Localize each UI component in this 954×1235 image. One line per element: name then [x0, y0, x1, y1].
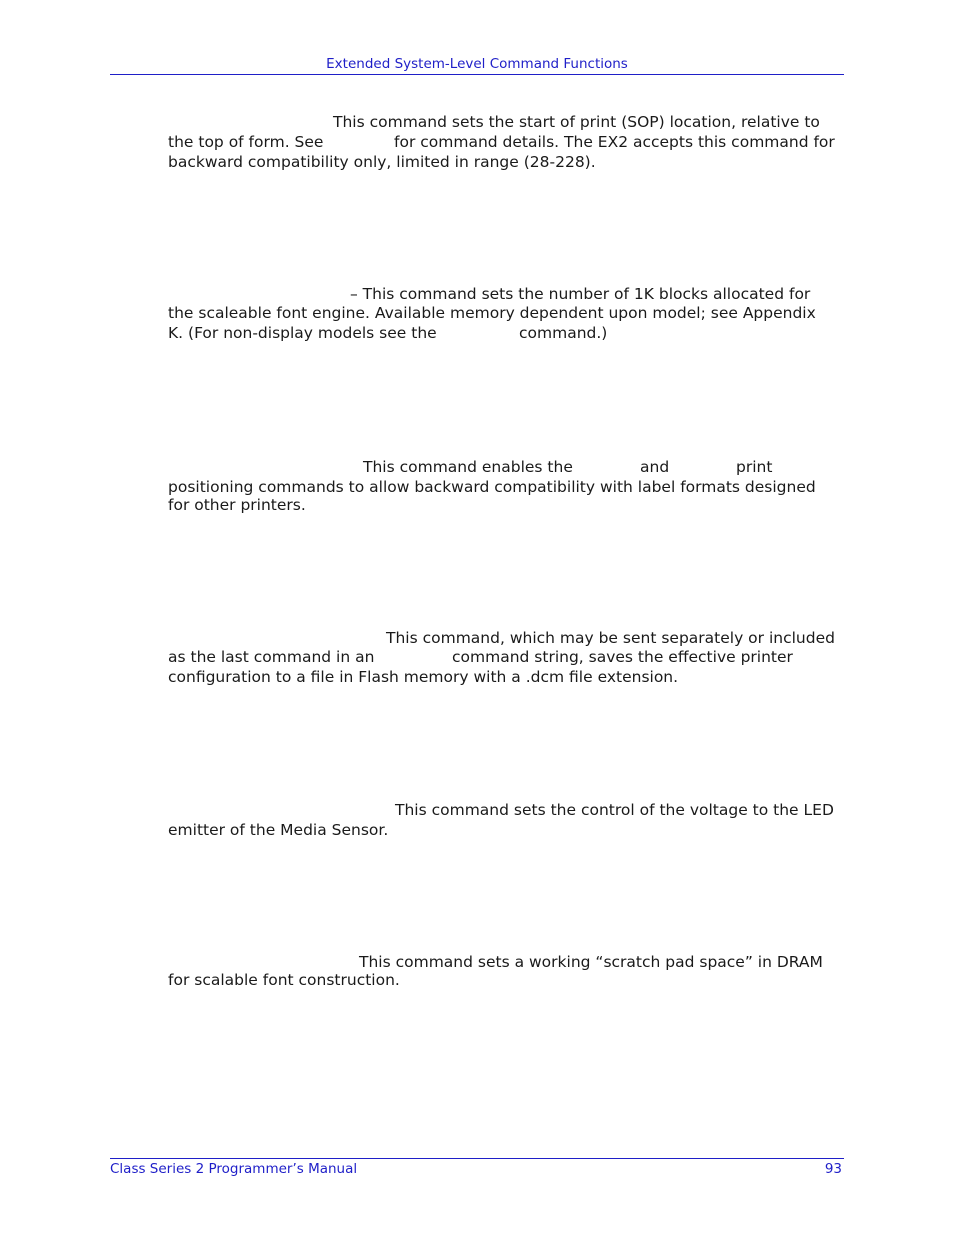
footer-divider — [110, 1158, 844, 1159]
entry-text-line: positioning commands to allow backward compatibility with label formats designed — [168, 478, 816, 496]
entry-text-line: This command, which may be sent separately or included — [386, 629, 835, 647]
entry-text-line: the scaleable font engine. Available memory dependent upon model; see Appendix — [168, 304, 816, 322]
entry-text-line: emitter of the Media Sensor. — [168, 821, 389, 839]
entry-text-line: the top of form. See — [168, 133, 324, 151]
footer-manual-title: Class Series 2 Programmer’s Manual — [110, 1161, 358, 1177]
entry-text-line: This command sets the control of the voltage to the LED — [395, 801, 834, 819]
entry-text-line: command string, saves the effective printer — [452, 648, 793, 666]
entry-text-line: configuration to a file in Flash memory with a .dcm file extension. — [168, 668, 679, 686]
footer-page-number: 93 — [824, 1161, 842, 1177]
entry-text-line: This command enables the — [363, 458, 573, 476]
entry-text-line: for other printers. — [168, 496, 306, 514]
entry-text-line: backward compatibility only, limited in range (28-228). — [168, 153, 596, 171]
entry-text-line: for scalable font construction. — [168, 971, 400, 989]
entry-text-line: command.) — [519, 324, 608, 342]
entry-text-line: This command sets a working “scratch pad space” in DRAM — [359, 953, 823, 971]
header-divider — [110, 74, 844, 75]
entry-text-line: and — [640, 458, 670, 476]
running-header-title: Extended System-Level Command Functions — [326, 56, 628, 72]
entry-text-line: K. (For non-display models see the — [168, 324, 437, 342]
entry-text-line: print — [736, 458, 773, 476]
entry-text-line: This command sets the start of print (SOP) location, relative to — [333, 113, 820, 131]
entry-text-line: – This command sets the number of 1K blocks allocated for — [350, 285, 811, 303]
entry-text-line: as the last command in an — [168, 648, 375, 666]
entry-text-line: for command details. The EX2 accepts this command for — [394, 133, 835, 151]
